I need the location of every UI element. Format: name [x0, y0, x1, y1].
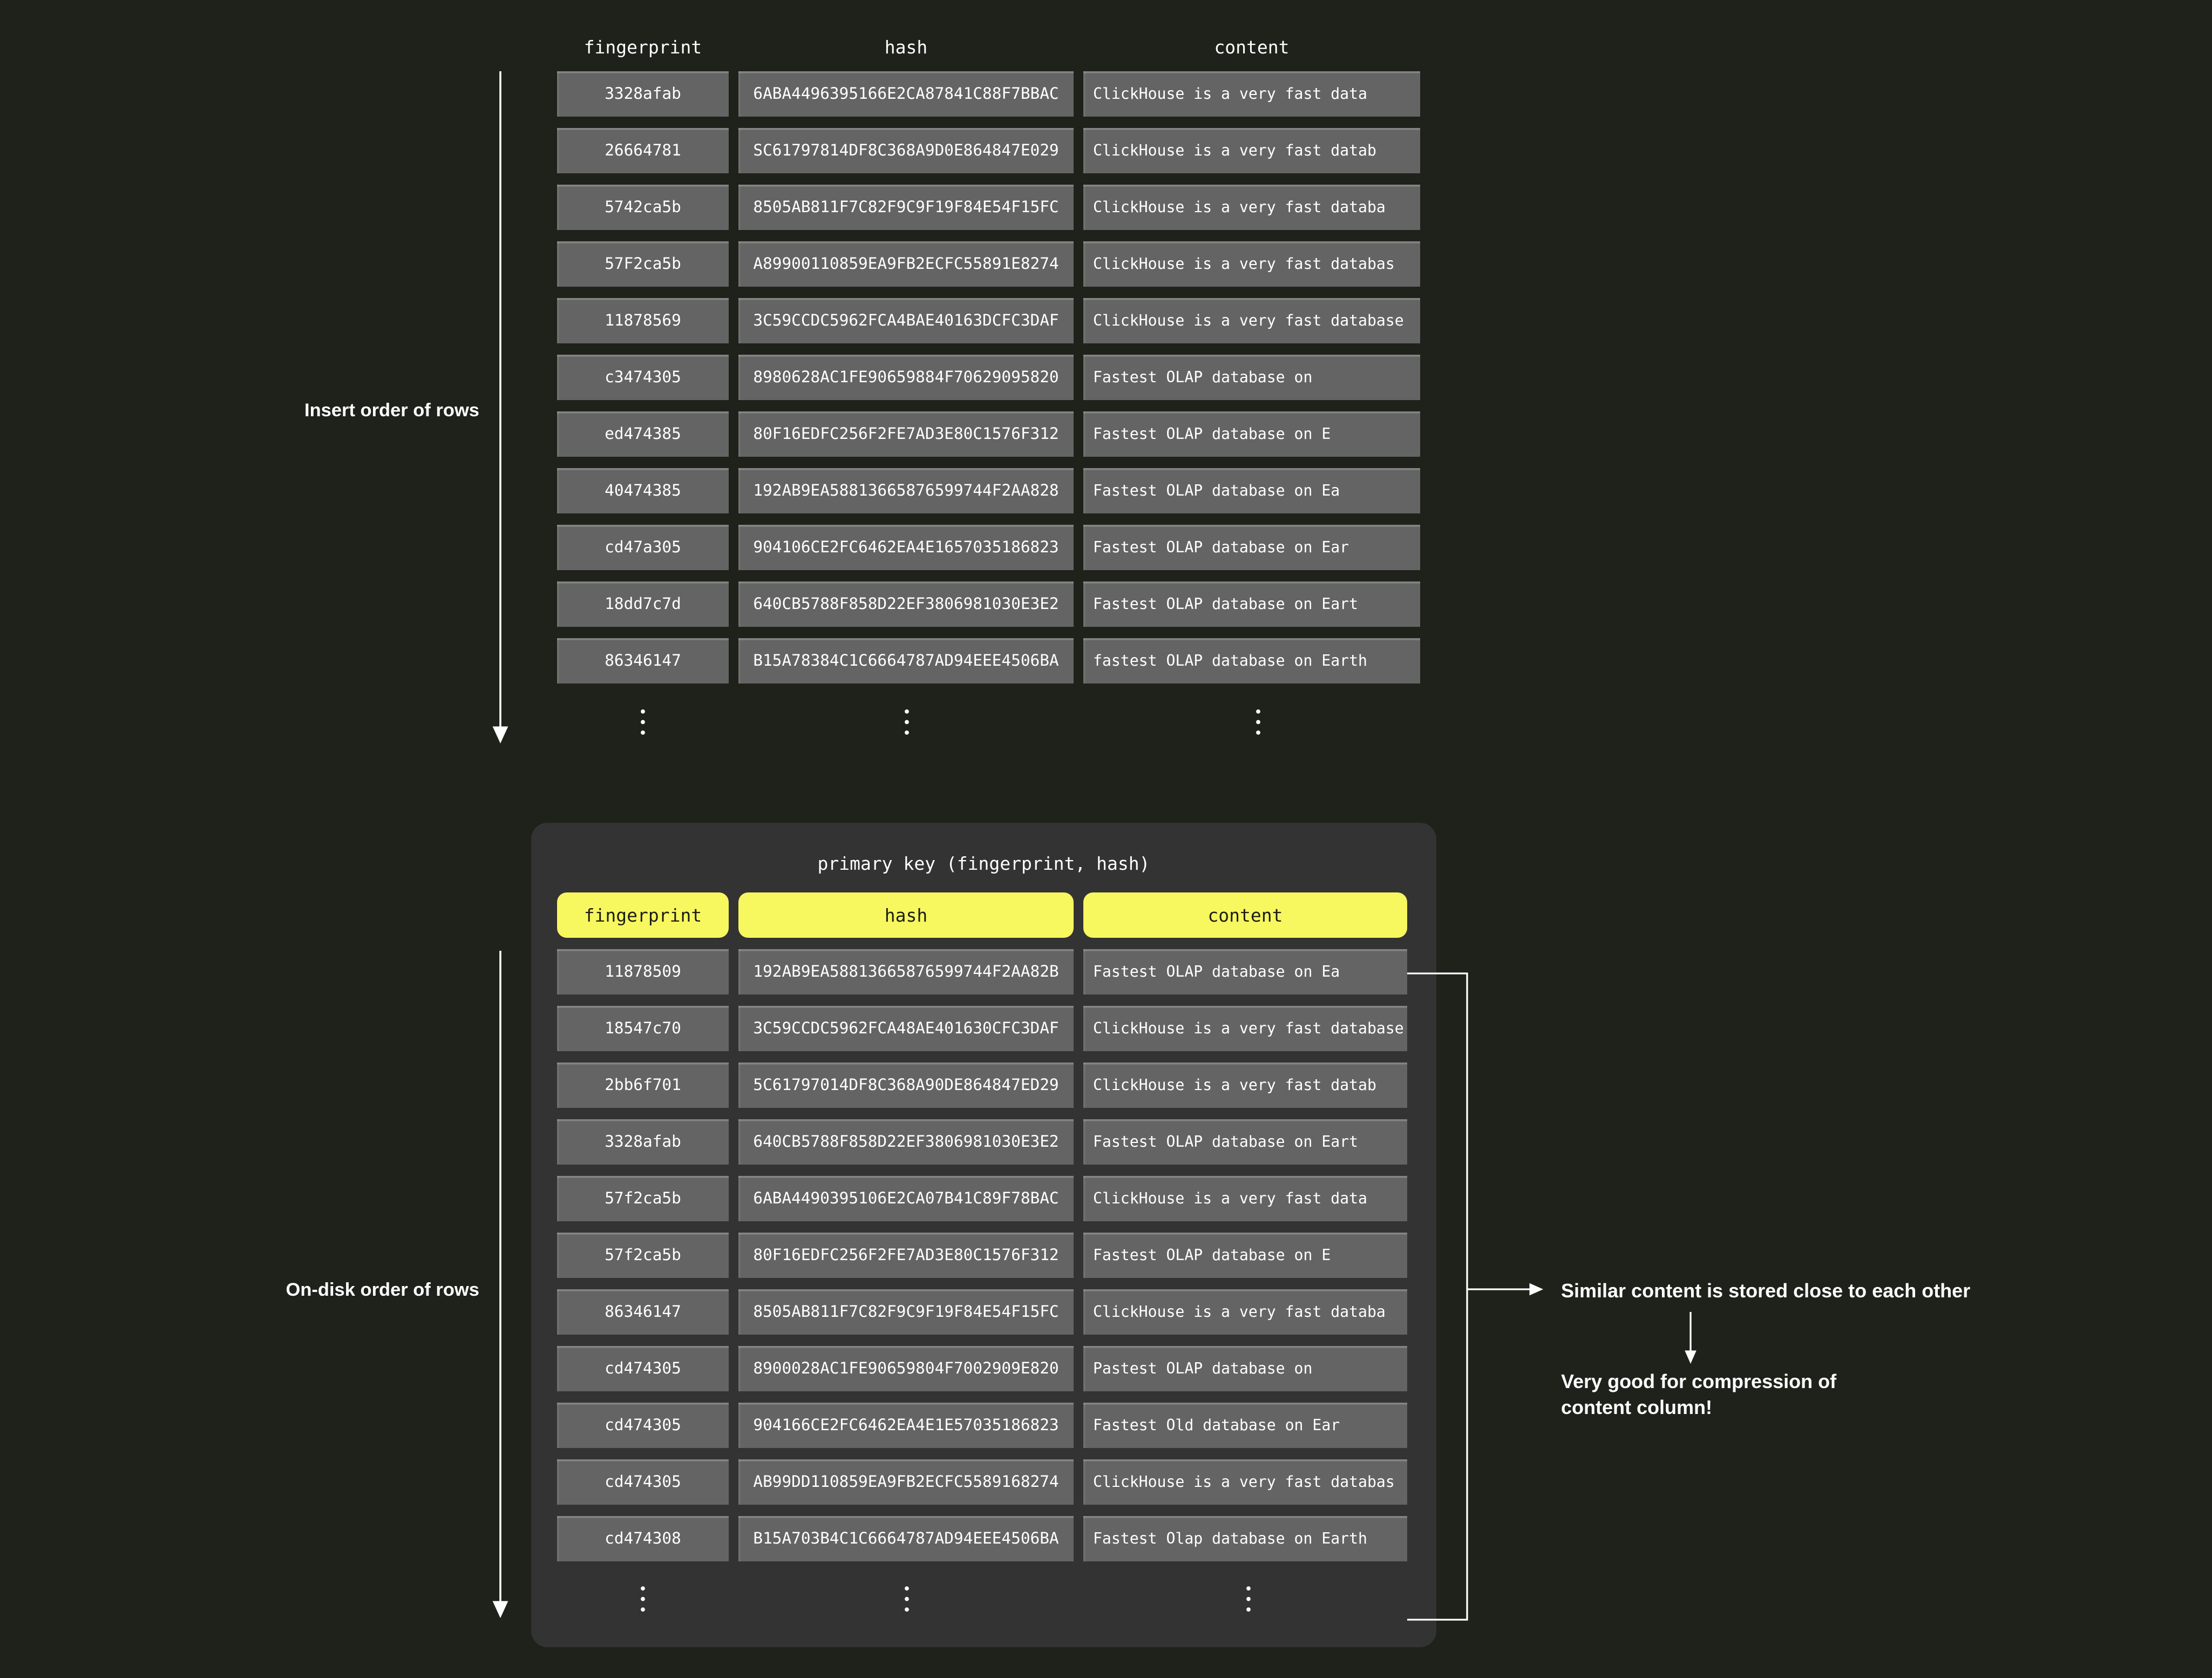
content-cell: ClickHouse is a very fast datab	[1083, 1063, 1407, 1108]
table-row	[0, 1516, 2212, 1561]
content-cell: Pastest OLAP database on	[1083, 1346, 1407, 1391]
content-cell: fastest OLAP database on Earth	[1083, 638, 1420, 684]
table-row	[0, 1233, 2212, 1278]
hash-cell: 3C59CCDC5962FCA48AE401630CFC3DAF	[738, 1006, 1074, 1051]
table-row	[0, 1459, 2212, 1505]
hash-cell: 5C61797014DF8C368A90DE864847ED29	[738, 1063, 1074, 1108]
fingerprint-cell: cd474305	[557, 1403, 729, 1448]
fingerprint-cell: 11878509	[557, 949, 729, 994]
hash-cell: 8505AB811F7C82F9C9F19F84E54F15FC	[738, 1289, 1074, 1335]
content-cell: Fastest Olap database on Earth	[1083, 1516, 1407, 1561]
fingerprint-cell: 3328afab	[557, 71, 729, 117]
fingerprint-cell: 18dd7c7d	[557, 581, 729, 627]
insert-table-header-content: content	[1214, 37, 1290, 58]
fingerprint-cell: 26664781	[557, 128, 729, 173]
fingerprint-cell: 57F2ca5b	[557, 241, 729, 287]
vertical-ellipsis-icon	[641, 709, 1260, 735]
hash-cell: 640CB5788F858D22EF3806981030E3E2	[738, 1119, 1074, 1165]
table-row	[0, 185, 2212, 230]
table-row	[0, 525, 2212, 570]
primary-key-header-hash: hash	[738, 892, 1074, 938]
fingerprint-cell: 18547c70	[557, 1006, 729, 1051]
hash-cell: A89900110859EA9FB2ECFC55891E8274	[738, 241, 1074, 287]
content-cell: Fastest OLAP database on E	[1083, 411, 1420, 457]
content-cell: ClickHouse is a very fast databas	[1083, 1459, 1407, 1505]
table-row	[0, 128, 2212, 173]
table-row	[0, 1403, 2212, 1448]
content-cell: Fastest OLAP database on	[1083, 355, 1420, 400]
hash-cell: AB99DD110859EA9FB2ECFC5589168274	[738, 1459, 1074, 1505]
content-cell: ClickHouse is a very fast databa	[1083, 1289, 1407, 1335]
fingerprint-cell: cd474305	[557, 1459, 729, 1505]
hash-cell: 8505AB811F7C82F9C9F19F84E54F15FC	[738, 185, 1074, 230]
fingerprint-cell: 3328afab	[557, 1119, 729, 1165]
hash-cell: 904166CE2FC6462EA4E1E57035186823	[738, 1403, 1074, 1448]
table-row	[0, 298, 2212, 343]
table-row	[0, 71, 2212, 117]
fingerprint-cell: cd474308	[557, 1516, 729, 1561]
hash-cell: 8980628AC1FE90659884F70629095820	[738, 355, 1074, 400]
table-row	[0, 355, 2212, 400]
hash-cell: 3C59CCDC5962FCA4BAE40163DCFC3DAF	[738, 298, 1074, 343]
fingerprint-cell: 57f2ca5b	[557, 1176, 729, 1221]
compression-annotation-line2: content column!	[1561, 1396, 1712, 1419]
on-disk-order-label: On-disk order of rows	[286, 1281, 479, 1301]
content-cell: ClickHouse is a very fast database	[1083, 1006, 1407, 1051]
fingerprint-cell: 5742ca5b	[557, 185, 729, 230]
table-row	[0, 468, 2212, 513]
table-row	[0, 1176, 2212, 1221]
content-cell: Fastest OLAP database on Ea	[1083, 468, 1420, 513]
hash-cell: 640CB5788F858D22EF3806981030E3E2	[738, 581, 1074, 627]
hash-cell: B15A703B4C1C6664787AD94EEE4506BA	[738, 1516, 1074, 1561]
hash-cell: 192AB9EA58813665876599744F2AA828	[738, 468, 1074, 513]
table-row	[0, 1006, 2212, 1051]
content-cell: ClickHouse is a very fast data	[1083, 1176, 1407, 1221]
content-cell: Fastest OLAP database on Eart	[1083, 581, 1420, 627]
hash-cell: 192AB9EA58813665876599744F2AA82B	[738, 949, 1074, 994]
primary-key-title: primary key (fingerprint, hash)	[817, 854, 1150, 875]
table-row	[0, 581, 2212, 627]
hash-cell: B15A78384C1C6664787AD94EEE4506BA	[738, 638, 1074, 684]
hash-cell: 80F16EDFC256F2FE7AD3E80C1576F312	[738, 1233, 1074, 1278]
compression-annotation-line1: Very good for compression of	[1561, 1370, 1837, 1393]
table-row	[0, 1119, 2212, 1165]
fingerprint-cell: 2bb6f701	[557, 1063, 729, 1108]
content-cell: ClickHouse is a very fast database	[1083, 298, 1420, 343]
similar-content-annotation: Similar content is stored close to each other	[1561, 1280, 1971, 1302]
primary-key-header-fingerprint: fingerprint	[557, 892, 729, 938]
insert-order-label: Insert order of rows	[304, 402, 479, 421]
content-cell: ClickHouse is a very fast databa	[1083, 185, 1420, 230]
content-cell: Fastest OLAP database on Ea	[1083, 949, 1407, 994]
hash-cell: 6ABA4490395106E2CA07B41C89F78BAC	[738, 1176, 1074, 1221]
fingerprint-cell: 86346147	[557, 1289, 729, 1335]
fingerprint-cell: c3474305	[557, 355, 729, 400]
content-cell: ClickHouse is a very fast datab	[1083, 128, 1420, 173]
fingerprint-cell: 11878569	[557, 298, 729, 343]
fingerprint-cell: cd47a305	[557, 525, 729, 570]
hash-cell: 8900028AC1FE90659804F7002909E820	[738, 1346, 1074, 1391]
hash-cell: SC61797814DF8C368A9D0E864847E029	[738, 128, 1074, 173]
content-cell: ClickHouse is a very fast data	[1083, 71, 1420, 117]
insert-table-header-fingerprint: fingerprint	[583, 37, 702, 58]
insert-table-header-hash: hash	[884, 37, 928, 58]
fingerprint-cell: 57f2ca5b	[557, 1233, 729, 1278]
compression-annotation	[1561, 1369, 1836, 1420]
fingerprint-cell: 40474385	[557, 468, 729, 513]
content-cell: Fastest OLAP database on E	[1083, 1233, 1407, 1278]
content-cell: Fastest Old database on Ear	[1083, 1403, 1407, 1448]
fingerprint-cell: 86346147	[557, 638, 729, 684]
content-cell: ClickHouse is a very fast databas	[1083, 241, 1420, 287]
content-cell: Fastest OLAP database on Eart	[1083, 1119, 1407, 1165]
table-row	[0, 1063, 2212, 1108]
table-row	[0, 1346, 2212, 1391]
fingerprint-cell: cd474305	[557, 1346, 729, 1391]
table-row	[0, 638, 2212, 684]
hash-cell: 6ABA4496395166E2CA87841C88F7BBAC	[738, 71, 1074, 117]
table-row	[0, 241, 2212, 287]
table-row	[0, 949, 2212, 994]
content-cell: Fastest OLAP database on Ear	[1083, 525, 1420, 570]
hash-cell: 80F16EDFC256F2FE7AD3E80C1576F312	[738, 411, 1074, 457]
hash-cell: 904106CE2FC6462EA4E1657035186823	[738, 525, 1074, 570]
fingerprint-cell: ed474385	[557, 411, 729, 457]
primary-key-header-content: content	[1083, 892, 1407, 938]
